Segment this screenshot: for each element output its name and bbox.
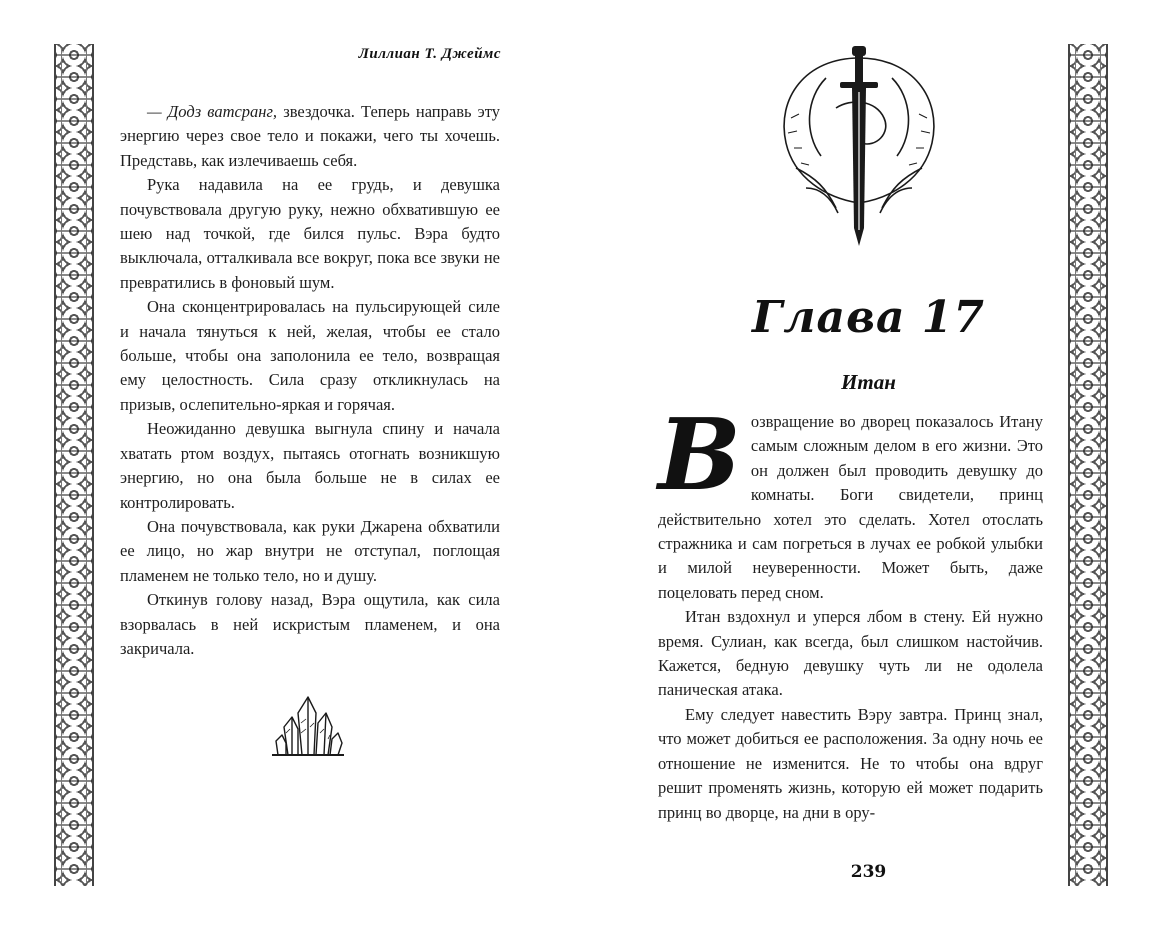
running-head: Лиллиан Т. Джеймс <box>358 46 501 62</box>
right-page-text <box>658 398 1043 825</box>
paragraph: Неожиданно девушка выгнула спину и начала хватать ртом воздух, пытаясь отогнать возникшую энергию, но она была больше не в силах ее контролировать. <box>120 419 500 512</box>
paragraph-text: звездочка. Теперь направь эту энергию через свое тело и покажи, чего ты хочешь. Представь, как излечиваешь себя. <box>120 102 500 170</box>
paragraph: Она сконцентрировалась на пульсирующей силе и начала тянуться к ней, желая, чтобы ее стало больше, чтобы она заполонила ее тело, возвращая ему целостность. Сила сразу откликнулась на призыв, ослепительно-яркая и горячая. <box>120 297 500 414</box>
paragraph <box>658 398 1043 605</box>
paragraph <box>120 100 500 173</box>
floral-border-right-icon <box>1068 44 1108 886</box>
paragraph: Она почувствовала, как руки Джарена обхватили ее лицо, но жар внутри не отступал, поглощая пламенем не только тело, но и душу. <box>120 516 500 585</box>
drop-cap: В <box>658 398 741 513</box>
paragraph: Рука надавила на ее грудь, и девушка почувствовала другую руку, нежно обхватившую ее шею над точкой, где бился пульс. Вэра будто выключала, отталкивала все вокруг, пока все звуки не превратились в фоновый шум. <box>120 175 500 292</box>
paragraph-text: озвращение во дворец показалось Итану самым сложным делом в его жизни. Это он должен был проводить девушку до комнаты. Боги свидетели, принц действительно хотел это сделать. Хотел отослать стражника и сам погреться в лучах ее робкой улыбки и милой неуверенности. Может быть, даже поцеловать перед сном. <box>658 412 1043 602</box>
chapter-subtitle: Итан <box>841 370 896 394</box>
crystal-ornament-icon <box>272 683 344 763</box>
chapter-title: Глава 17 <box>751 292 986 343</box>
left-page-text <box>120 100 500 661</box>
foreign-phrase: — Додз ватсранг, <box>147 102 278 121</box>
page-number: 239 <box>850 862 887 882</box>
paragraph: Ему следует навестить Вэру завтра. Принц знал, что может добиться ее расположения. За одну ночь ее отношение не изменится. Не то чтобы она вдруг решит променять жизнь, которую ей может подарить принц во дворце, на дни в ору- <box>658 704 1043 822</box>
sword-emblem-icon <box>766 38 952 250</box>
floral-border-left-icon <box>54 44 94 886</box>
paragraph: Откинув голову назад, Вэра ощутила, как сила взорвалась в ней искристым пламенем, и она закричала. <box>120 590 500 658</box>
paragraph: Итан вздохнул и уперся лбом в стену. Ей нужно время. Сулиан, как всегда, был слишком настойчив. Кажется, бедную девушку чуть ли не одолела паническая атака. <box>658 607 1043 700</box>
right-page <box>579 0 1158 935</box>
